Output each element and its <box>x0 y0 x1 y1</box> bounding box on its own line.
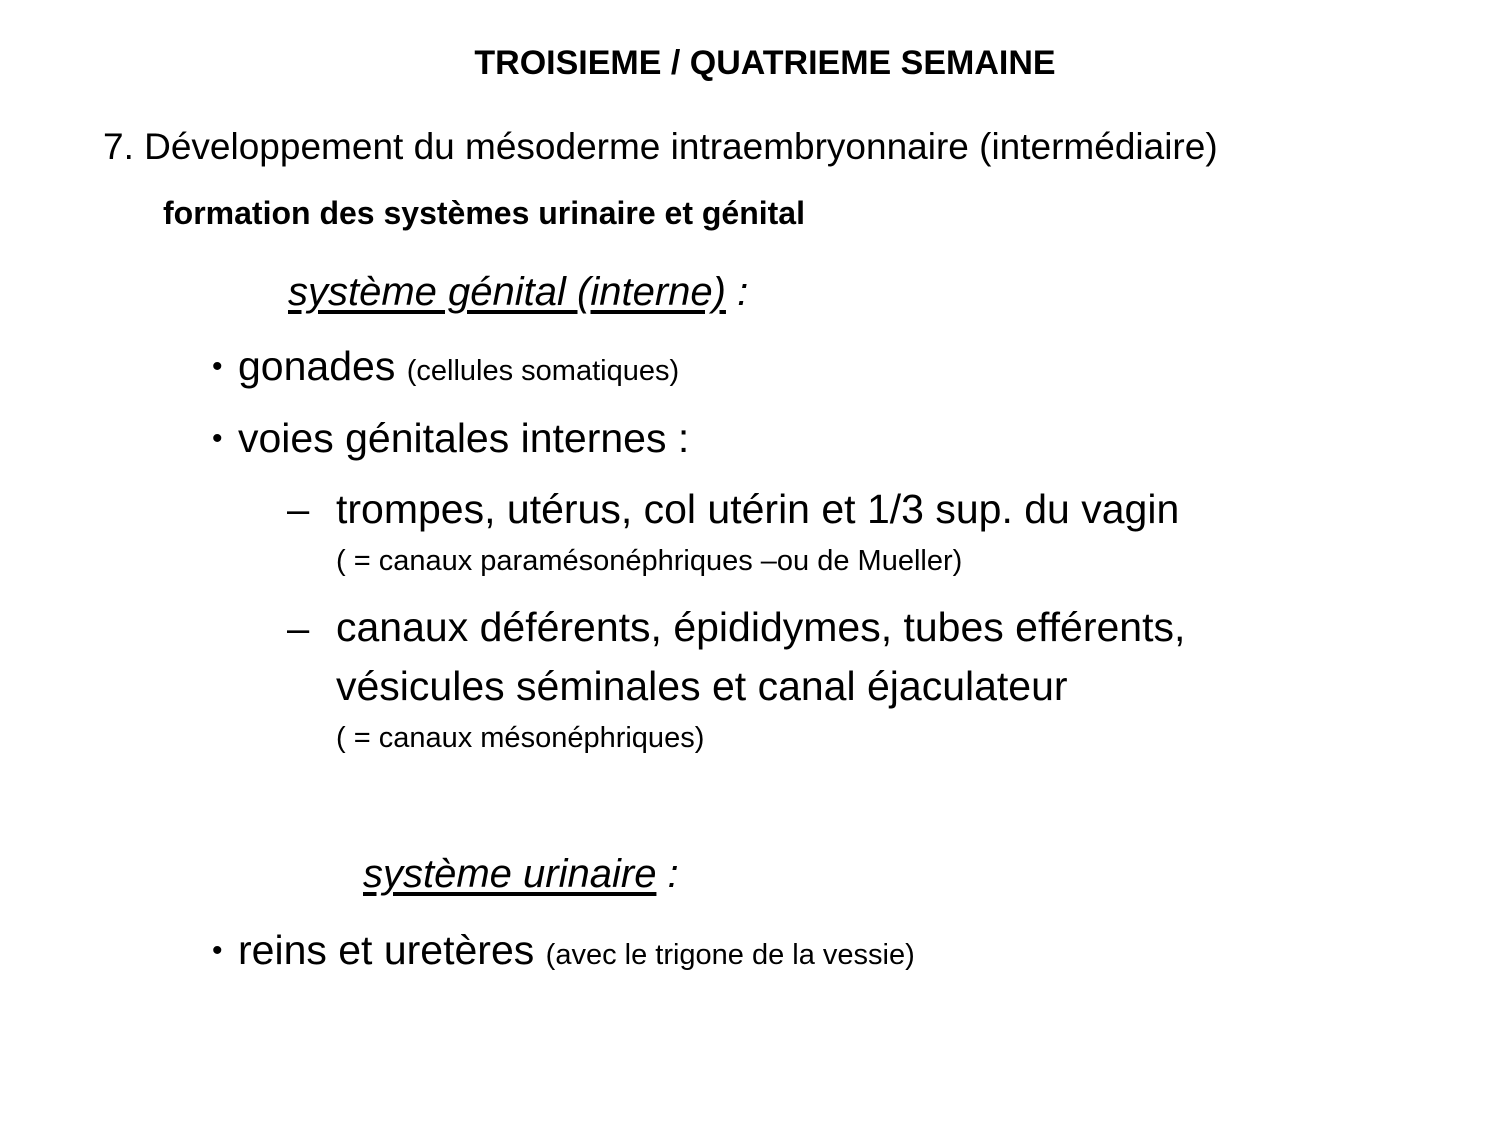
bullet-dot-icon: • <box>212 934 223 967</box>
subitem-canaux-note: ( = canaux mésonéphriques) <box>336 722 705 754</box>
section-urinary-title: système urinaire <box>363 852 657 896</box>
slide-subheading: formation des systèmes urinaire et génital <box>163 195 805 231</box>
section-genital <box>288 270 748 315</box>
bullet-dot-icon: • <box>212 350 223 383</box>
bullet-dot-icon: • <box>212 422 223 455</box>
subitem-canaux-text-line2: vésicules séminales et canal éjaculateur <box>336 663 1068 709</box>
slide-heading: 7. Développement du mésoderme intraembryonnaire (intermédiaire) <box>103 126 1218 167</box>
dash-icon: – <box>287 607 310 651</box>
section-genital-suffix: : <box>725 270 749 314</box>
subitem-canaux-text-line1: canaux déférents, épididymes, tubes efférents, <box>336 604 1186 650</box>
section-urinary-suffix: : <box>656 852 679 896</box>
slide-title: TROISIEME / QUATRIEME SEMAINE <box>474 44 1056 82</box>
bullet-gonades-text: gonades <box>238 343 396 389</box>
section-genital-title: système génital (interne) <box>288 270 726 314</box>
bullet-reins-text: reins et uretères <box>238 927 535 973</box>
bullet-reins-note: (avec le trigone de la vessie) <box>545 939 915 971</box>
dash-icon: – <box>287 488 310 532</box>
bullet-voies-text: voies génitales internes : <box>238 415 690 461</box>
bullet-gonades-note: (cellules somatiques) <box>406 355 680 387</box>
subitem-trompes-text: trompes, utérus, col utérin et 1/3 sup. du vagin <box>336 486 1180 532</box>
bullet-gonades <box>212 343 679 390</box>
section-urinary <box>363 852 679 897</box>
bullet-voies <box>212 415 689 462</box>
bullet-reins <box>212 927 915 974</box>
subitem-trompes-note: ( = canaux paramésonéphriques –ou de Mueller) <box>336 545 963 577</box>
